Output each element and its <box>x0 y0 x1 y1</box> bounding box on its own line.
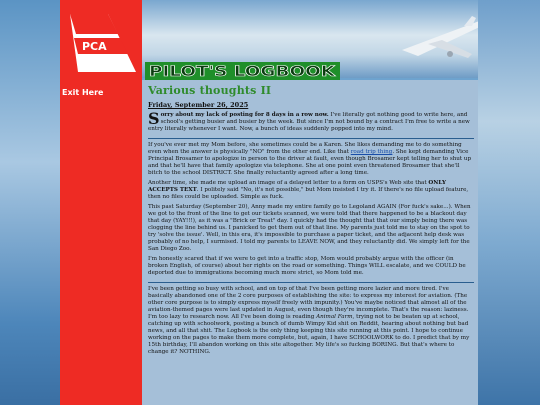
p3-bold: ONLY ACCEPTS TEXT <box>148 180 446 193</box>
paragraph-traffic-stop: I'm honestly scared that if we were to get into a traffic stop, Mom would probably argue with the officer (in broken English, of course) about her rights on the road or something. Things WILL escalate, and we COULD be deported due to immigrations becoming much more strict, so Mom told me. <box>148 256 466 276</box>
paragraph-school-busy <box>148 286 474 356</box>
exit-link[interactable]: Exit Here <box>62 88 104 97</box>
banner-text: PILOT'S LOGBOOK <box>149 64 337 80</box>
p6-text-a: I've been getting so busy with school, and on top of that I've been getting more lazier and more tired. I've basically abandoned one of the 2 core purposes of establishing the site: to express my interest for aviation. (The other core purpose is to simply express myself freely with impunity.) You've maybe noticed that almost all of the aviation-themed pages were last updated in August, even though they're incomplete. That's the reason: laziness. I'm too lazy to research now. All I've been doing is reading <box>148 286 469 320</box>
banner-title <box>145 62 340 80</box>
airplane-icon <box>398 14 490 66</box>
p6-italic: Animal Farm <box>316 314 353 320</box>
background-sky-left <box>0 0 60 405</box>
post-date: Friday, September 26, 2025 <box>148 101 249 109</box>
intro-rest: I've literally got nothing good to write here, and school's getting busier and busier by the week. But since I'm not bound by a contract I'm free to write a new entry literally whenever I want. Now, a bunch of ideas suddenly popped into my mind. <box>148 112 470 132</box>
p6-text-b: , trying not to be beaten up at school, catching up with schoolwork, posting a bunch of dumb Wimpy Kid shit on Reddit, hearing about nothing but bad news, and all that shit. The Logbook is the only thing keeping this site running at this point. I hope to continue working on the pages to make them more complete, but, again, I have SCHOOLWORK to do. I predict that by my 15th birthday, I'll abandon working on this site altogether. My life's so fucking BORING. But that's where to change it? NOTHING. <box>148 314 470 355</box>
road-trip-link[interactable]: road trip thing <box>350 149 393 155</box>
paragraph-legoland: This past Saturday (September 20), Anny made my entire family go to Legoland AGAIN (For fuck's sake...). When we got to the front of the line to get our tickets scanned, we were told that there happened to be a blackout day that day (YAY!!!), as it was a "Brick or Treat" day. I quickly had the thought that that our simply being there was clogging the line behind us. I panicked to get them out of that line. My parents just told me to stay on the spot to try 'solve the issue'. Well, in this era, it's impossible to purchase a paper ticket, and the adjacent help desk was probably of no help, I surmised. I told my parents to LEAVE NOW, and they reluctantly did. We simply left for the San Diego Zoo. <box>148 204 471 252</box>
background-sky-right <box>478 0 540 405</box>
paragraph-usps <box>148 180 474 201</box>
pca-tail-logo-icon <box>68 12 138 74</box>
paragraph-mom-karen: If you've ever met my Mom before, she sometimes could be a Karen. She likes demanding me to do something even when the answer is physically "NO" from the other end. Like that road trip thing. She kept demanding Vice Principal Brosamer to apologize in person to the driver at fault, even though Brosamer kept telling her to shut up and that he'll have that family apologize via telephone. She at one point even threatened Brosamer that she'll bitch to the school DISTRICT. She finally reluctantly agreed after a long time. <box>148 142 472 176</box>
drop-cap: S <box>148 109 160 128</box>
p3-text-b: . I politely said "No, it's not possible," but Mom insisted I try it. If there's no file upload feature, then no files could be uploaded. Simple as fuck. <box>148 187 469 200</box>
post-title: Various thoughts II <box>148 84 272 97</box>
p3-text-a: Another time, she made me upload an image of a delayed letter to a form on USPS's Web site that <box>148 180 429 186</box>
intro-bold: orry about my lack of posting for 8 days in a row now. <box>160 112 329 118</box>
post <box>148 84 474 356</box>
logo-text: PCA <box>82 40 107 53</box>
post-intro <box>148 109 474 133</box>
divider <box>148 138 474 139</box>
divider <box>148 282 474 283</box>
